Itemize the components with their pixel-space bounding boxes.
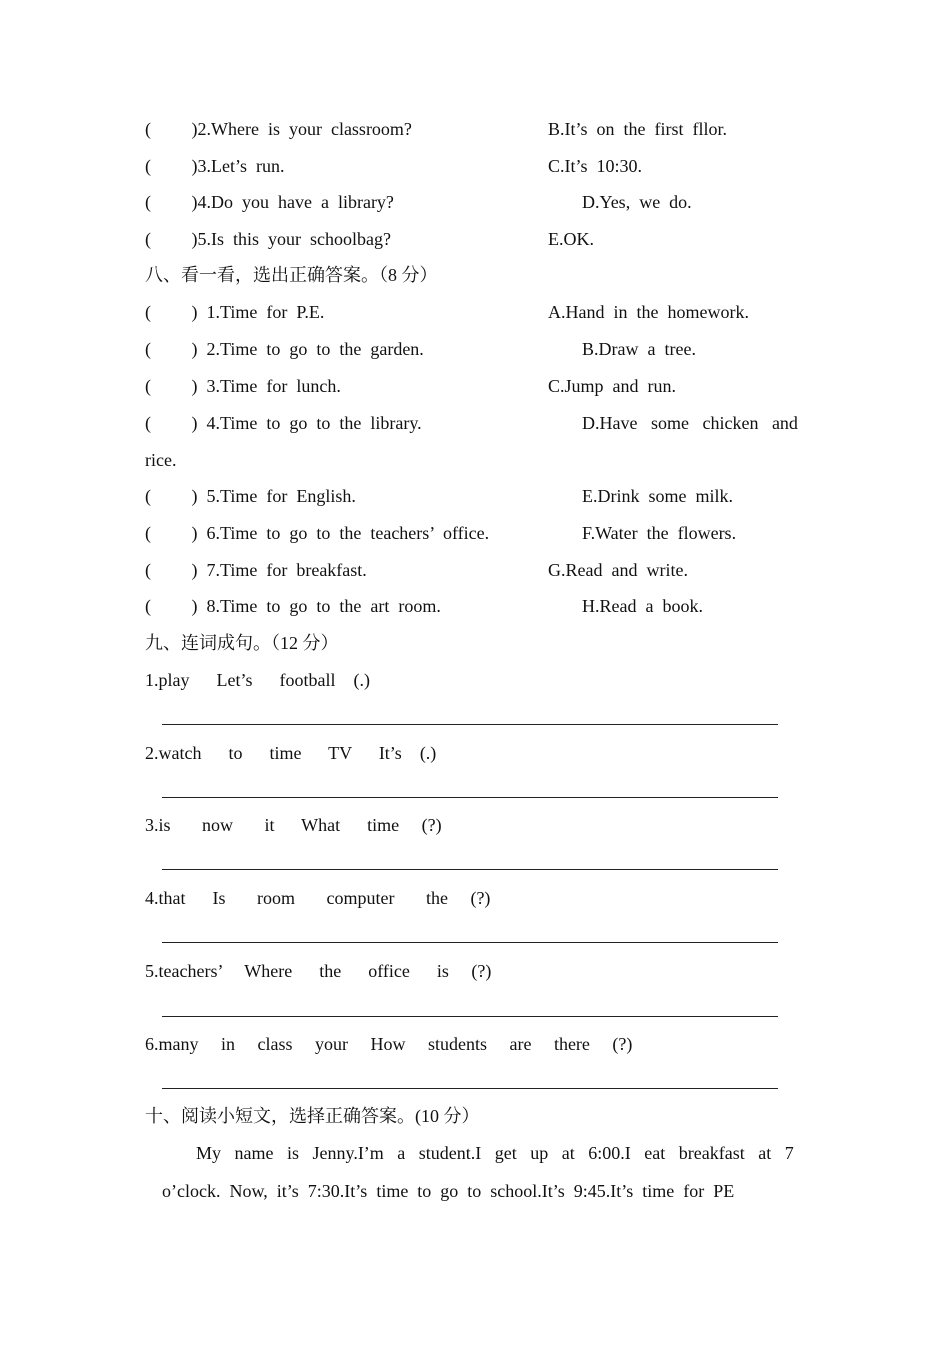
s8-a-d: D.Have some chicken and (582, 413, 798, 433)
s9-item-3: 3.is now it What time (?) (145, 815, 442, 835)
s9-answer-line-3[interactable] (162, 869, 778, 870)
s8-q8: ( ) 8.Time to go to the art room. (145, 596, 441, 616)
s8-a-d-continuation: rice. (145, 450, 177, 470)
section10-heading: 十、阅读小短文，选择正确答案。(10 分） (145, 1106, 480, 1126)
s8-q7: ( ) 7.Time for breakfast. (145, 560, 367, 580)
s7-q3: ( )3.Let’s run. (145, 156, 285, 176)
s9-answer-line-6[interactable] (162, 1088, 778, 1089)
s7-a-d: D.Yes, we do. (582, 192, 692, 212)
s8-a-g: G.Read and write. (548, 560, 688, 580)
s9-item-2: 2.watch to time TV It’s (.) (145, 743, 437, 763)
s7-q5: ( )5.Is this your schoolbag? (145, 229, 391, 249)
s8-q3: ( ) 3.Time for lunch. (145, 376, 341, 396)
s8-a-b: B.Draw a tree. (582, 339, 696, 359)
s8-a-f: F.Water the flowers. (582, 523, 737, 543)
s8-q4: ( ) 4.Time to go to the library. (145, 413, 422, 433)
s9-answer-line-1[interactable] (162, 724, 778, 725)
s9-answer-line-5[interactable] (162, 1016, 778, 1017)
s9-item-4: 4.that Is room computer the (?) (145, 888, 491, 908)
s9-answer-line-4[interactable] (162, 942, 778, 943)
s9-item-1: 1.play Let’s football (.) (145, 670, 370, 690)
s8-a-a: A.Hand in the homework. (548, 302, 749, 322)
s8-q5: ( ) 5.Time for English. (145, 486, 356, 506)
s8-q1: ( ) 1.Time for P.E. (145, 302, 325, 322)
s7-a-c: C.It’s 10:30. (548, 156, 643, 176)
s10-paragraph-line-2: o’clock. Now, it’s 7:30.It’s time to go to school.It’s 9:45.It’s time for PE (162, 1181, 735, 1201)
s8-a-c: C.Jump and run. (548, 376, 676, 396)
s7-a-b: B.It’s on the first fllor. (548, 119, 727, 139)
s7-a-e: E.OK. (548, 229, 594, 249)
s7-q2: ( )2.Where is your classroom? (145, 119, 412, 139)
s10-paragraph-line-1: My name is Jenny.I’m a student.I get up at 6:00.I eat breakfast at 7 (196, 1143, 794, 1163)
s8-q6: ( ) 6.Time to go to the teachers’ office. (145, 523, 490, 543)
s7-q4: ( )4.Do you have a library? (145, 192, 394, 212)
s8-a-h: H.Read a book. (582, 596, 703, 616)
s8-q2: ( ) 2.Time to go to the garden. (145, 339, 424, 359)
s8-a-e: E.Drink some milk. (582, 486, 733, 506)
s9-item-5: 5.teachers’ Where the office is (?) (145, 961, 492, 981)
s9-item-6: 6.many in class your How students are there (?) (145, 1034, 633, 1054)
section9-heading: 九、连词成句。（12 分） (145, 633, 339, 653)
section8-heading: 八、看一看，选出正确答案。（8 分） (145, 265, 438, 285)
s9-answer-line-2[interactable] (162, 797, 778, 798)
